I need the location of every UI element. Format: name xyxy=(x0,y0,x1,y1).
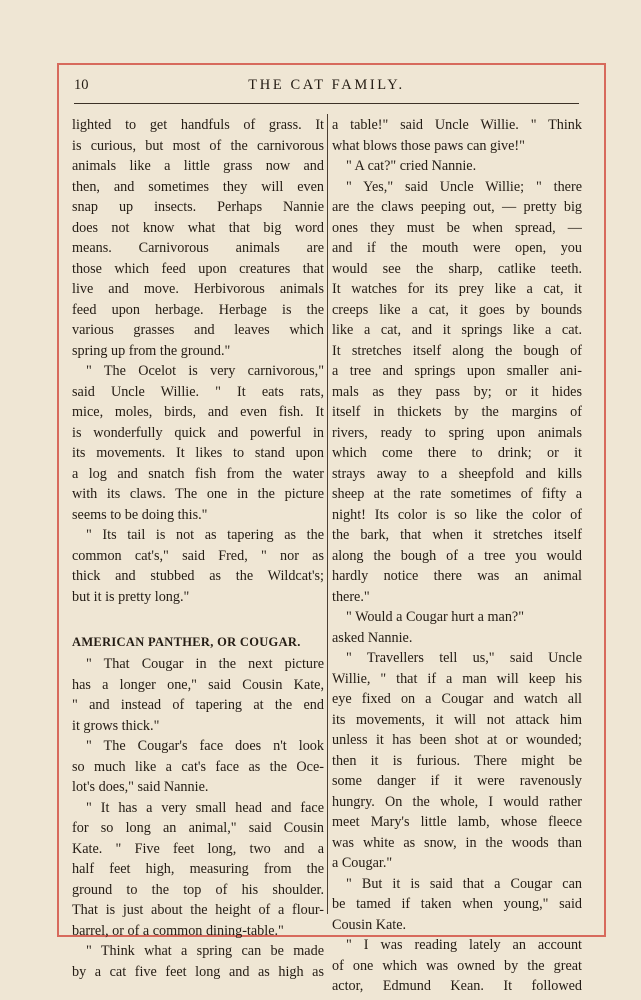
text-line: It stretches itself along the bough of xyxy=(332,342,582,359)
text-line: night! Its color is so like the color of xyxy=(332,506,582,523)
text-line: It watches for its prey like a cat, it xyxy=(332,281,582,297)
text-line: mice, moles, birds, and even fish. It xyxy=(72,404,324,420)
text-line: barrel, or of a common dining-table." xyxy=(72,922,284,939)
text-line: meet Mary's little lamb, whose fleece xyxy=(332,814,582,830)
text-line: there." xyxy=(332,588,370,605)
text-line: be tamed if taken when young," said xyxy=(332,896,582,912)
running-title: THE CAT FAMILY. xyxy=(248,77,405,93)
blank-line xyxy=(72,607,324,628)
text-line: it grows thick." xyxy=(72,717,160,734)
text-line: by a cat five feet long and as high as xyxy=(72,963,324,980)
text-line: actor, Edmund Kean. It followed xyxy=(332,978,582,994)
text-line: seems to be doing this." xyxy=(72,506,208,523)
text-line: thick and stubbed as the Wildcat's; xyxy=(72,568,324,584)
text-line: strays away to a sheepfold and kills xyxy=(332,465,582,482)
text-line: its movements. It likes to stand upon xyxy=(72,445,324,461)
text-line: " A cat?" cried Nannie. xyxy=(346,158,477,174)
left-column-body xyxy=(72,115,324,607)
text-line: common cat's," said Fred, " nor as xyxy=(72,547,324,564)
text-line: " Travellers tell us," said Uncle xyxy=(346,650,582,666)
text-line: are the claws peeping out, — pretty big xyxy=(332,199,582,215)
text-line: is wonderfully quick and powerful in xyxy=(72,424,324,441)
text-line: " The Cougar's face does n't look xyxy=(86,738,324,754)
text-line: " But it is said that a Cougar can xyxy=(346,875,582,892)
section-heading: AMERICAN PANTHER, OR COUGAR. xyxy=(72,634,301,649)
text-line: a Cougar." xyxy=(332,855,393,871)
text-line: " I was reading lately an account xyxy=(346,937,582,953)
text-line: then, and sometimes they will even xyxy=(72,178,324,195)
text-line: was white as snow, in the woods than xyxy=(332,834,582,851)
text-line: " That Cougar in the next picture xyxy=(86,656,324,672)
text-line: Cousin Kate. xyxy=(332,916,407,933)
text-line: mals as they pass by; or it hides xyxy=(332,383,582,400)
text-line: what blows those paws can give!" xyxy=(332,137,525,154)
text-line: Willie, " that if a man will keep his xyxy=(332,670,582,687)
column-divider xyxy=(327,114,328,914)
text-line: the bark, that when it stretches itself xyxy=(332,527,582,543)
text-line: " Its tail is not as tapering as the xyxy=(86,527,324,543)
text-line: would see the sharp, catlike teeth. xyxy=(332,260,582,277)
text-line: lot's does," said Nannie. xyxy=(72,779,209,795)
text-line: hungry. On the whole, I would rather xyxy=(332,793,582,810)
text-line: of one which was owned by the great xyxy=(332,957,582,974)
text-line: unless it has been shot at or wounded; xyxy=(332,732,582,748)
text-line: sheep at the rate sometimes of fifty a xyxy=(332,486,582,502)
text-line: which come there to drink; or it xyxy=(332,445,582,461)
text-line: its movements, it will not attack him xyxy=(332,711,582,728)
text-line: those which feed upon creatures that xyxy=(72,260,324,277)
running-head xyxy=(74,77,579,97)
header-rule xyxy=(74,103,579,104)
text-line: then it is furious. There might be xyxy=(332,752,582,769)
text-line: does not know what that big word xyxy=(72,219,324,236)
left-column xyxy=(72,115,324,982)
text-line: some danger if it were ravenously xyxy=(332,773,582,789)
left-column-body-after xyxy=(72,654,324,982)
text-line: ones they must be when spread, — xyxy=(332,219,582,236)
text-line: asked Nannie. xyxy=(332,629,413,646)
text-line: That is just about the height of a flour- xyxy=(72,902,324,918)
text-line: " Would a Cougar hurt a man?" xyxy=(346,609,525,625)
text-line: snap up insects. Perhaps Nannie xyxy=(72,199,324,215)
text-line: along the bough of a tree you would xyxy=(332,547,582,564)
text-line: lighted to get handfuls of grass. It xyxy=(72,117,324,133)
text-line: is curious, but most of the carnivorous xyxy=(72,137,324,154)
text-line: a tree and springs upon smaller ani- xyxy=(332,363,582,379)
text-line: various grasses and leaves which xyxy=(72,322,324,338)
text-line: " Think what a spring can be made xyxy=(86,943,324,959)
text-line: like a cat, and it springs like a cat. xyxy=(332,322,582,338)
text-line: " and instead of tapering at the end xyxy=(72,697,324,713)
text-line: a log and snatch fish from the water xyxy=(72,465,324,482)
right-column-body xyxy=(332,115,582,997)
text-line: spring up from the ground." xyxy=(72,342,231,359)
text-line: half feet high, measuring from the xyxy=(72,861,324,877)
text-line: and if the mouth were open, you xyxy=(332,240,582,256)
text-line: hardly notice there was an animal xyxy=(332,568,582,584)
text-line: creeps like a cat, it goes by bounds xyxy=(332,301,582,318)
text-line: animals like a little grass now and xyxy=(72,158,324,174)
text-line: said Uncle Willie. " It eats rats, xyxy=(72,383,324,400)
page-number: 10 xyxy=(74,77,89,93)
text-line: eye fixed on a Cougar and watch all xyxy=(332,691,582,707)
text-line: but it is pretty long." xyxy=(72,588,190,605)
text-line: has a longer one," said Cousin Kate, xyxy=(72,676,324,693)
right-column xyxy=(332,115,582,997)
text-line: with its claws. The one in the picture xyxy=(72,486,324,502)
text-line: so much like a cat's face as the Oce- xyxy=(72,758,324,775)
text-line: for so long an animal," said Cousin xyxy=(72,820,324,836)
text-line: rivers, ready to spring upon animals xyxy=(332,424,582,441)
text-line: a table!" said Uncle Willie. " Think xyxy=(332,117,582,133)
text-line: " Yes," said Uncle Willie; " there xyxy=(346,178,582,195)
text-line: itself in thickets by the margins of xyxy=(332,404,582,420)
text-line: ground to the top of his shoulder. xyxy=(72,881,324,898)
text-line: feed upon herbage. Herbage is the xyxy=(72,301,324,318)
text-line: live and move. Herbivorous animals xyxy=(72,281,324,297)
text-line: Kate. " Five feet long, two and a xyxy=(72,840,324,857)
text-line: means. Carnivorous animals are xyxy=(72,240,324,256)
text-line: " It has a very small head and face xyxy=(86,799,324,816)
text-line: " The Ocelot is very carnivorous," xyxy=(86,363,324,379)
